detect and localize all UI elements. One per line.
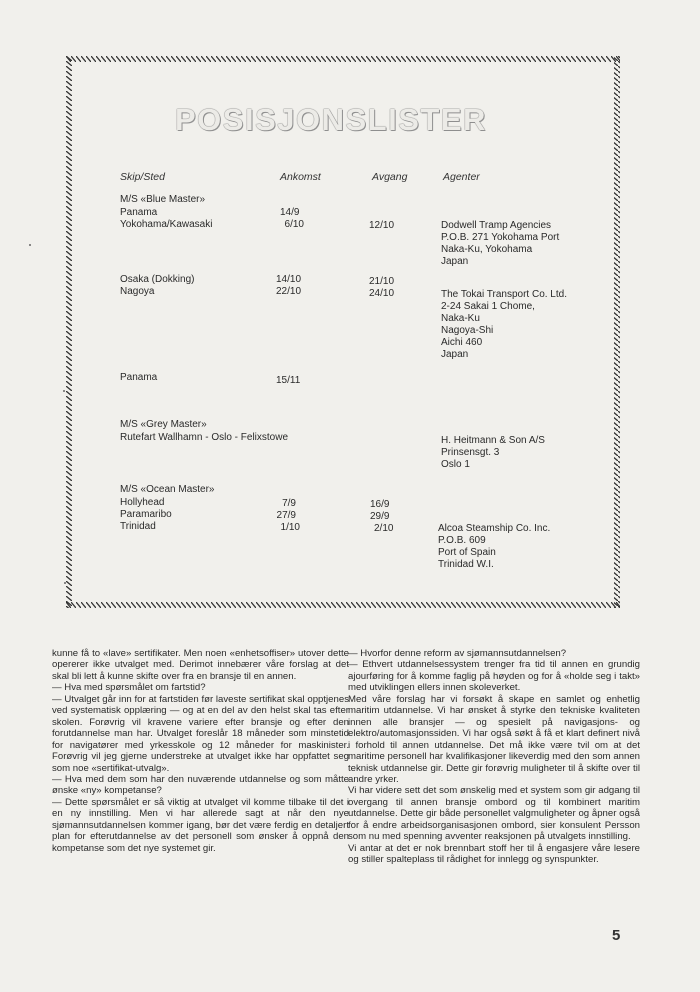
route-text: Rutefart Wallhamn - Oslo - Felixstowe <box>120 432 289 443</box>
paragraph: Vi har videre sett det som ønskelig med et system som gir adgang til overgang til annen bransje ombord og til kombinert maritim utdannelse. Dette gir både personellet valgmuligheter og åpner også for å endre arbeidsorganisasjonen ombord, sier konsulent Persson som nu med spenning avventer reaksjonen på utvalgets innstilling. <box>348 785 640 843</box>
scan-speck <box>29 244 31 246</box>
place-row: Paramaribo <box>120 509 172 520</box>
departure-cell: 21/10 <box>369 276 395 287</box>
header-departure: Avgang <box>372 171 408 183</box>
agent-line: Oslo 1 <box>441 459 470 470</box>
arrival-cell: 27/9 <box>276 510 296 521</box>
article-right-column <box>348 648 640 866</box>
place-row: Nagoya <box>120 286 155 297</box>
scan-speck <box>63 390 65 392</box>
header-arrival: Ankomst <box>280 171 321 183</box>
agent-line: Alcoa Steamship Co. Inc. <box>438 523 551 534</box>
departure-cell: 16/9 <box>370 499 390 510</box>
arrival-cell: 14/10 <box>276 274 302 285</box>
paragraph: — Dette spørsmålet er så viktig at utvalget vil komme tilbake til det i en ny innstilling. Men vi har allerede sagt at når den nye sjømannsutdannelsen kommer igang, bør det være ferdig en detaljert plan for efterutdannelse av det personell som ønsker å oppnå den kompetanse som det nye systemet gir. <box>52 796 349 854</box>
arrival-cell: 14/9 <box>280 207 300 218</box>
agent-line: P.O.B. 609 <box>438 535 486 546</box>
place-row: Osaka (Dokking) <box>120 274 195 285</box>
paragraph: — Utvalget går inn for at fartstiden før laveste sertifikat skal opptjenes ved systematisk opplæring — og at en del av den helst skal tas efter skolen. Forøvrig vil kravene variere efter bransje og efter den forutdannelse man har. Utvalget foreslår 18 måneder som minstetid for navigatører med yrkesskole og 12 måneder for maskinister. Forøvrig vil jeg gjerne understreke at utvalget ikke har oppfattet seg som noe «sertifikat-utvalg». <box>52 693 349 774</box>
paragraph: — Hva med dem som har den nuværende utdannelse og som måtte ønske «ny» kompetanse? <box>52 773 349 797</box>
agent-line: Dodwell Tramp Agencies <box>441 220 552 231</box>
paragraph: — Ethvert utdannelsessystem trenger fra tid til annen en grundig ajourføring for å komme faglig på høyden og for å «holde seg i takt» med utviklingen ellers innen skoleverket. <box>348 659 640 694</box>
place-row: Yokohama/Kawasaki <box>120 219 213 230</box>
ship-ocean-master: M/S «Ocean Master» <box>120 484 215 495</box>
page-title: POSISJONSLISTER <box>175 102 487 137</box>
header-ship: Skip/Sted <box>120 171 165 183</box>
agent-line: Naka-Ku, Yokohama <box>441 244 533 255</box>
agent-line: Naka-Ku <box>441 313 480 324</box>
header-agents: Agenter <box>443 171 480 183</box>
departure-cell: 12/10 <box>369 220 395 231</box>
place-row: Panama <box>120 372 158 383</box>
place-row: Panama <box>120 207 158 218</box>
agent-line: Port of Spain <box>438 547 496 558</box>
paragraph: kunne få to «lave» sertifikater. Men noen «enhetsoffiser» utover dette opererer ikke utvalget med. Derimot innebærer våre forslag at det skal bli lett å kunne skifte over fra en bransje til en annen. <box>52 648 349 682</box>
paragraph: Vi antar at det er nok brennbart stoff her til å engasjere våre lesere og stiller spalteplass til rådighet for innlegg og synspunkter. <box>348 842 640 866</box>
agent-line: H. Heitmann & Son A/S <box>441 435 545 446</box>
agent-line: Aichi 460 <box>441 337 483 348</box>
arrival-cell: 6/10 <box>284 219 304 230</box>
ship-blue-master: M/S «Blue Master» <box>120 194 206 205</box>
agent-line: Japan <box>441 349 469 360</box>
paragraph: — Hvorfor denne reform av sjømannsutdannelsen? <box>348 648 567 659</box>
ship-grey-master: M/S «Grey Master» <box>120 419 207 430</box>
agent-line: The Tokai Transport Co. Ltd. <box>441 289 567 300</box>
agent-line: P.O.B. 271 Yokohama Port <box>441 232 560 243</box>
paragraph: Med våre forslag har vi forsøkt å skape en samlet og enhetlig maritim utdannelse. Vi har ønsket å styrke den tekniske kvaliteten innen alle bransjer — og spesielt på navigasjons- og elektro/automasjonssiden. Vi har også søkt å få et klart definert nivå i forhold til annen utdannelse. Det må ikke være tvil om at det maritime personell har kvalifikasjoner likeverdig med den som annen teknisk utdannelse gir. Dette gir forøvrig muligheter til å skifte over til andre yrker. <box>348 693 640 785</box>
arrival-cell: 22/10 <box>276 286 302 297</box>
arrival-cell: 15/11 <box>276 375 301 386</box>
agent-line: Nagoya-Shi <box>441 325 494 336</box>
scan-speck <box>64 582 66 584</box>
arrival-cell: 7/9 <box>282 498 296 509</box>
page-number: 5 <box>612 927 621 944</box>
arrival-cell: 1/10 <box>280 522 300 533</box>
agent-line: Japan <box>441 256 469 267</box>
departure-cell: 24/10 <box>369 288 395 299</box>
departure-cell: 29/9 <box>370 511 390 522</box>
agent-line: Prinsensgt. 3 <box>441 447 500 458</box>
agent-line: Trinidad W.I. <box>438 559 494 570</box>
place-row: Hollyhead <box>120 497 165 508</box>
place-row: Trinidad <box>120 521 156 532</box>
article-left-column <box>52 648 349 854</box>
agent-line: 2-24 Sakai 1 Chome, <box>441 301 535 312</box>
departure-cell: 2/10 <box>374 523 394 534</box>
paragraph: — Hva med spørsmålet om fartstid? <box>52 682 206 694</box>
